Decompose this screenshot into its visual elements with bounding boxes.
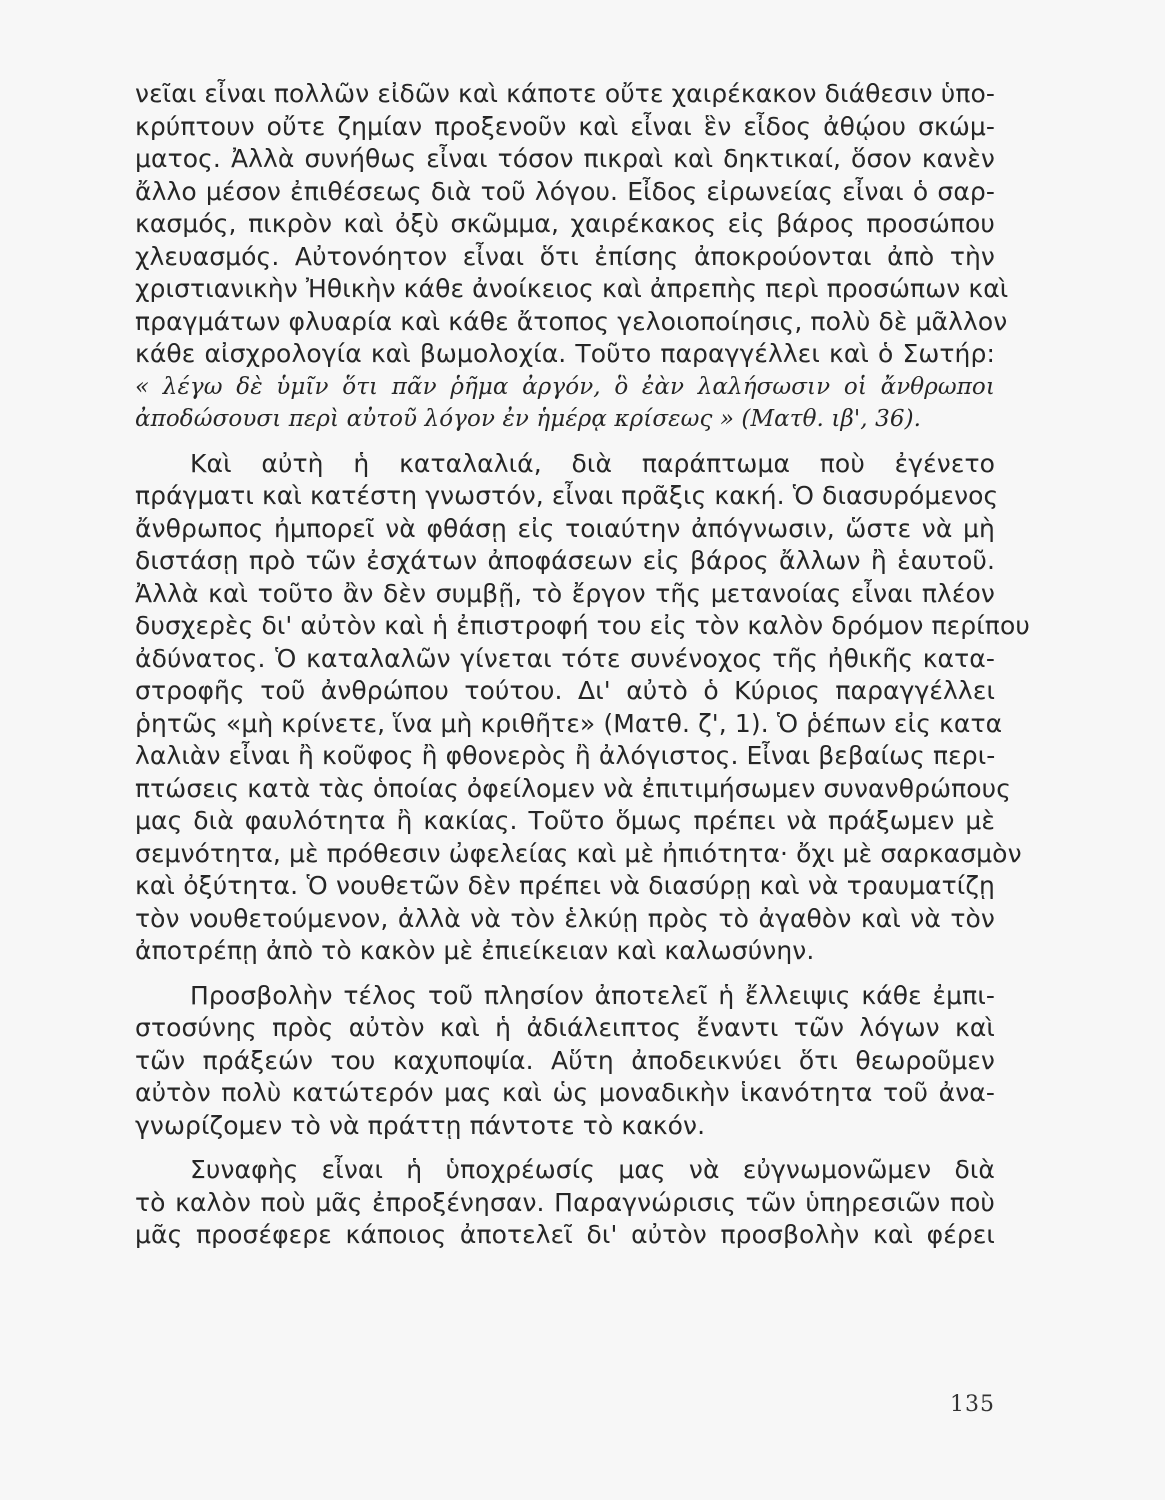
quote-line: « λέγω δὲ ὑμῖν ὅτι πᾶν ῥῆμα ἀργόν, ὃ ἐὰν λαλήσωσιν οἱ ἄνθρωποι bbox=[135, 373, 995, 400]
paragraph-1 bbox=[135, 78, 1009, 436]
paragraph-gap bbox=[135, 968, 995, 980]
paragraph-4 bbox=[135, 1154, 995, 1252]
text-line: Συναφὴς εἶναι ἡ ὑποχρέωσίς μας νὰ εὐγνωμονῶμεν διὰ bbox=[190, 1155, 995, 1184]
text-line: κάθε αἰσχρολογία καὶ βωμολοχία. Τοῦτο παραγγέλλει καὶ ὁ Σωτήρ: bbox=[135, 339, 995, 368]
text-line: τῶν πράξεών του καχυποψία. Αὕτη ἀποδεικνύει ὅτι θεωροῦμεν bbox=[135, 1045, 995, 1075]
text-line: ματος. Ἀλλὰ συνήθως εἶναι τόσον πικραὶ καὶ δηκτικαί, ὅσον κανὲν bbox=[135, 144, 995, 173]
text-line: χλευασμός. Αὐτονόητον εἶναι ὅτι ἐπίσης ἀποκρούονται ἀπὸ τὴν bbox=[135, 241, 995, 271]
text-line: δυσχερὲς δι' αὐτὸν καὶ ἡ ἐπιστροφή του εἰς τὸν καλὸν δρόμον περίπου bbox=[135, 611, 1030, 640]
text-line: νεῖαι εἶναι πολλῶν εἰδῶν καὶ κάποτε οὔτε χαιρέκακον διάθεσιν ὑπο- bbox=[135, 79, 996, 108]
text-line: ῥητῶς «μὴ κρίνετε, ἵνα μὴ κριθῆτε» (Ματθ. ζ', 1). Ὁ ῥέπων εἰς κατα bbox=[135, 708, 1003, 738]
text-line: χριστιανικὴν Ἠθικὴν κάθε ἀνοίκειος καὶ ἀπρεπὴς περὶ προσώπων καὶ bbox=[135, 274, 1009, 303]
quote-line: ἀποδώσουσι περὶ αὐτοῦ λόγον ἐν ἡμέρᾳ κρίσεως » (Ματθ. ιβ', 36). bbox=[135, 406, 922, 432]
text-line: μας διὰ φαυλότητα ἢ κακίας. Τοῦτο ὅμως πρέπει νὰ πράξωμεν μὲ bbox=[135, 806, 995, 835]
text-line: κρύπτουν οὔτε ζημίαν προξενοῦν καὶ εἶναι ἓν εἶδος ἀθῴου σκώμ- bbox=[135, 111, 995, 141]
text-line: τὸ καλὸν ποὺ μᾶς ἐπροξένησαν. Παραγνώρισις τῶν ὑπηρεσιῶν ποὺ bbox=[135, 1187, 995, 1217]
page-number: 135 bbox=[950, 1392, 995, 1417]
text-line: ἀποτρέπῃ ἀπὸ τὸ κακὸν μὲ ἐπιείκειαν καὶ καλωσύνην. bbox=[135, 936, 815, 965]
text-line: μᾶς προσέφερε κάποιος ἀποτελεῖ δι' αὐτὸν προσβολὴν καὶ φέρει bbox=[135, 1220, 995, 1249]
text-line: Καὶ αὐτὴ ἡ καταλαλιά, διὰ παράπτωμα ποὺ ἐγένετο bbox=[190, 448, 995, 478]
text-line: ἄνθρωπος ἠμπορεῖ νὰ φθάσῃ εἰς τοιαύτην ἀπόγνωσιν, ὥστε νὰ μὴ bbox=[135, 513, 995, 543]
text-line: γνωρίζομεν τὸ νὰ πράττῃ πάντοτε τὸ κακόν. bbox=[135, 1110, 706, 1140]
text-line: ἄλλο μέσον ἐπιθέσεως διὰ τοῦ λόγου. Εἶδος εἰρωνείας εἶναι ὁ σαρ- bbox=[135, 176, 995, 206]
text-line: τὸν νουθετούμενον, ἀλλὰ νὰ τὸν ἑλκύῃ πρὸς τὸ ἀγαθὸν καὶ νὰ τὸν bbox=[135, 903, 995, 933]
text-line: Ἀλλὰ καὶ τοῦτο ἂν δὲν συμβῇ, τὸ ἔργον τῆς μετανοίας εἶναι πλέον bbox=[135, 578, 995, 608]
text-line: Προσβολὴν τέλος τοῦ πλησίον ἀποτελεῖ ἡ ἔλλειψις κάθε ἐμπι- bbox=[190, 980, 995, 1010]
text-line: πράγματι καὶ κατέστη γνωστόν, εἶναι πρᾶξις κακή. Ὁ διασυρόμενος bbox=[135, 481, 999, 510]
text-line: σεμνότητα, μὲ πρόθεσιν ὠφελείας καὶ μὲ ἠπιότητα· ὄχι μὲ σαρκασμὸν bbox=[135, 838, 1022, 868]
text-line: ἀδύνατος. Ὁ καταλαλῶν γίνεται τότε συνένοχος τῆς ἠθικῆς κατα- bbox=[135, 643, 995, 673]
text-line: πραγμάτων φλυαρία καὶ κάθε ἄτοπος γελοιοποίησις, πολὺ δὲ μᾶλλον bbox=[135, 306, 1008, 336]
text-line: καὶ ὀξύτητα. Ὁ νουθετῶν δὲν πρέπει νὰ διασύρῃ καὶ νὰ τραυματίζῃ bbox=[135, 871, 995, 900]
text-line: διστάσῃ πρὸ τῶν ἐσχάτων ἀποφάσεων εἰς βάρος ἄλλων ἢ ἑαυτοῦ. bbox=[135, 546, 995, 575]
paragraph-gap bbox=[135, 1142, 995, 1154]
text-line: στροφῆς τοῦ ἀνθρώπου τούτου. Δι' αὐτὸ ὁ Κύριος παραγγέλλει bbox=[135, 676, 995, 705]
text-line: κασμός, πικρὸν καὶ ὀξὺ σκῶμμα, χαιρέκακος εἰς βάρος προσώπου bbox=[135, 209, 995, 238]
text-line: αὐτὸν πολὺ κατώτερόν μας καὶ ὡς μοναδικὴν ἱκανότητα τοῦ ἀνα- bbox=[135, 1078, 995, 1107]
body-text bbox=[135, 78, 1030, 1252]
text-line: λαλιὰν εἶναι ἢ κοῦφος ἢ φθονερὸς ἢ ἀλόγιστος. Εἶναι βεβαίως περι- bbox=[135, 741, 996, 770]
paragraph-gap bbox=[135, 436, 995, 448]
text-line: πτώσεις κατὰ τὰς ὁποίας ὀφείλομεν νὰ ἐπιτιμήσωμεν συνανθρώπους bbox=[135, 773, 1011, 803]
paragraph-3 bbox=[135, 980, 995, 1143]
paragraph-2 bbox=[135, 448, 1030, 968]
text-line: στοσύνης πρὸς αὐτὸν καὶ ἡ ἀδιάλειπτος ἔναντι τῶν λόγων καὶ bbox=[135, 1013, 995, 1042]
